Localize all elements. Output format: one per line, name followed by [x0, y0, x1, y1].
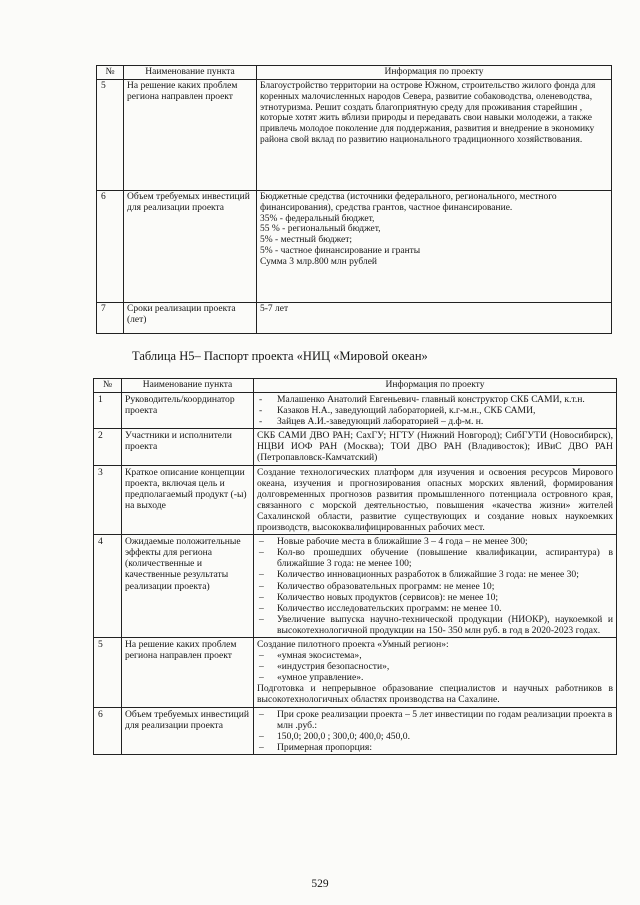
project-table-continued — [96, 65, 612, 334]
row-number: 1 — [94, 393, 122, 429]
row-number: 7 — [97, 303, 124, 334]
header-info: Информация по проекту — [257, 66, 612, 80]
list-item: - Малашенко Анатолий Евгеньевич- главный конструктор СКБ САМИ, к.т.н. — [257, 394, 613, 405]
page-number: 529 — [311, 878, 329, 890]
list-item: – Количество новых продуктов (сервисов): не менее 10; — [257, 592, 613, 603]
table-row — [94, 535, 617, 638]
table-header-row — [94, 379, 617, 393]
row-info — [254, 535, 617, 638]
project-passport-table — [93, 378, 617, 755]
info-line: 5% - местный бюджет; — [260, 235, 353, 246]
row-number: 2 — [94, 429, 122, 465]
row-number: 6 — [97, 191, 124, 303]
list-item: – Количество исследовательских программ: не менее 10. — [257, 603, 613, 614]
row-info — [254, 393, 617, 429]
row-info — [257, 191, 612, 303]
info-line: Бюджетные средства (источники федерального, регионального, местного финансирования), средства грантов, частное финансирование. — [260, 192, 557, 213]
row-info: 5-7 лет — [257, 303, 612, 334]
table-row — [94, 393, 617, 429]
row-item-name: На решение каких проблем региона направлен проект — [122, 637, 254, 707]
row-item-name: Ожидаемые положительные эффекты для региона (количественные и качественные результаты реализации проекта) — [122, 535, 254, 638]
list-item: – 150,0; 200,0 ; 300,0; 400,0; 450,0. — [257, 731, 613, 742]
list-item: - Казаков Н.А., заведующий лабораторией, к.г-м.н., СКБ САМИ, — [257, 405, 613, 416]
header-number: № — [97, 66, 124, 80]
list-item: – «умная экосистема», — [257, 650, 613, 661]
row-item-name: На решение каких проблем региона направлен проект — [124, 80, 257, 191]
row-number: 5 — [97, 80, 124, 191]
row-info — [254, 707, 617, 754]
list-item: – «индустрия безопасности», — [257, 661, 613, 672]
table-row — [94, 429, 617, 465]
row-number: 6 — [94, 707, 122, 754]
table-header-row — [97, 66, 612, 80]
table-row — [94, 707, 617, 754]
list-item: – При сроке реализации проекта – 5 лет инвестиции по годам реализации проекта в млн .руб.: — [257, 709, 613, 731]
list-item: – Кол-во прошедших обучение (повышение квалификации, аспирантура) в ближайшие 3 года: не менее 100; — [257, 547, 613, 569]
row-item-name: Сроки реализации проекта (лет) — [124, 303, 257, 334]
row-item-name: Руководитель/координатор проекта — [122, 393, 254, 429]
table-row — [97, 191, 612, 303]
header-item-name: Наименование пункта — [124, 66, 257, 80]
list-item: – Примерная пропорция: — [257, 742, 613, 753]
table-row — [94, 637, 617, 707]
row-number: 3 — [94, 465, 122, 535]
header-item-name: Наименование пункта — [122, 379, 254, 393]
info-intro: Создание пилотного проекта «Умный регион»: — [257, 638, 449, 650]
list-item: – «умное управление». — [257, 672, 613, 683]
row-number: 4 — [94, 535, 122, 638]
row-item-name: Участники и исполнители проекта — [122, 429, 254, 465]
list-item: – Новые рабочие места в ближайшие 3 – 4 года – не менее 300; — [257, 536, 613, 547]
info-outro: Подготовка и непрерывное образование специалистов и научных работников в высокотехнологичных областях производства на Сахалине. — [257, 683, 613, 706]
row-number: 5 — [94, 637, 122, 707]
info-line: 35% - федеральный бюджет, — [260, 213, 375, 224]
row-item-name: Краткое описание концепции проекта, включая цель и предполагаемый продукт (-ы) на выходе — [122, 465, 254, 535]
row-item-name: Объем требуемых инвестиций для реализации проекта — [122, 707, 254, 754]
header-number: № — [94, 379, 122, 393]
row-info: СКБ САМИ ДВО РАН; СахГУ; НГТУ (Нижний Новгород); СибГУТИ (Новосибирск), НЦВИ ИОФ РАН (Москва); ТОИ ДВО РАН (Владивосток); ИВиС ДВО РАН (Петропавловск-Камчатский) — [254, 429, 617, 465]
info-line: 5% - частное финансирование и гранты — [260, 245, 421, 256]
row-info: Создание технологических платформ для изучения и освоения ресурсов Мирового океана, изучения и прогнозирования опасных морских явлений, формирования долговременных прогнозов развития промышленного потенциала островного края, связанного с морской деятельностью, повышения «качества жизни» жителей Сахалинской области, развитие существующих и создание новых наукоемких производств, высококвалифицированных рабочих мест. — [254, 465, 617, 535]
header-info: Информация по проекту — [254, 379, 617, 393]
info-line: 55 % - региональный бюджет, — [260, 224, 381, 235]
info-line: Сумма 3 млр.800 млн рублей — [260, 256, 378, 267]
list-item: - Зайцев А.И.-заведующий лабораторией – д.ф-м. н. — [257, 416, 613, 427]
row-info — [254, 637, 617, 707]
list-item: – Количество образовательных программ: не менее 10; — [257, 581, 613, 592]
list-item: – Увеличение выпуска научно-технической продукции (НИОКР), наукоемкой и высокотехнологичной продукции на 150- 350 млн руб. в год в 2020-2023 годах. — [257, 614, 613, 636]
table-row — [97, 80, 612, 191]
table-row — [94, 465, 617, 535]
table-caption: Таблица Н5– Паспорт проекта «НИЦ «Мировой океан» — [132, 349, 428, 363]
table-row — [97, 303, 612, 334]
list-item: – Количество инновационных разработок в ближайшие 3 года: не менее 30; — [257, 569, 613, 580]
row-item-name: Объем требуемых инвестиций для реализации проекта — [124, 191, 257, 303]
row-info: Благоустройство территории на острове Южном, строительство жилого фонда для коренных малочисленных народов Севера, развитие собаководства, оленеводства, этнотуризма. Решит создать благоприятную среду для проживания старейшин , которые хотят жить вблизи природы и передавать свои навыки молодежи, а также привлечь молодое поколение для поддержания, развития и внедрение в экономику района свой вклад по развитию национального традиционного хозяйствования. — [257, 80, 612, 191]
